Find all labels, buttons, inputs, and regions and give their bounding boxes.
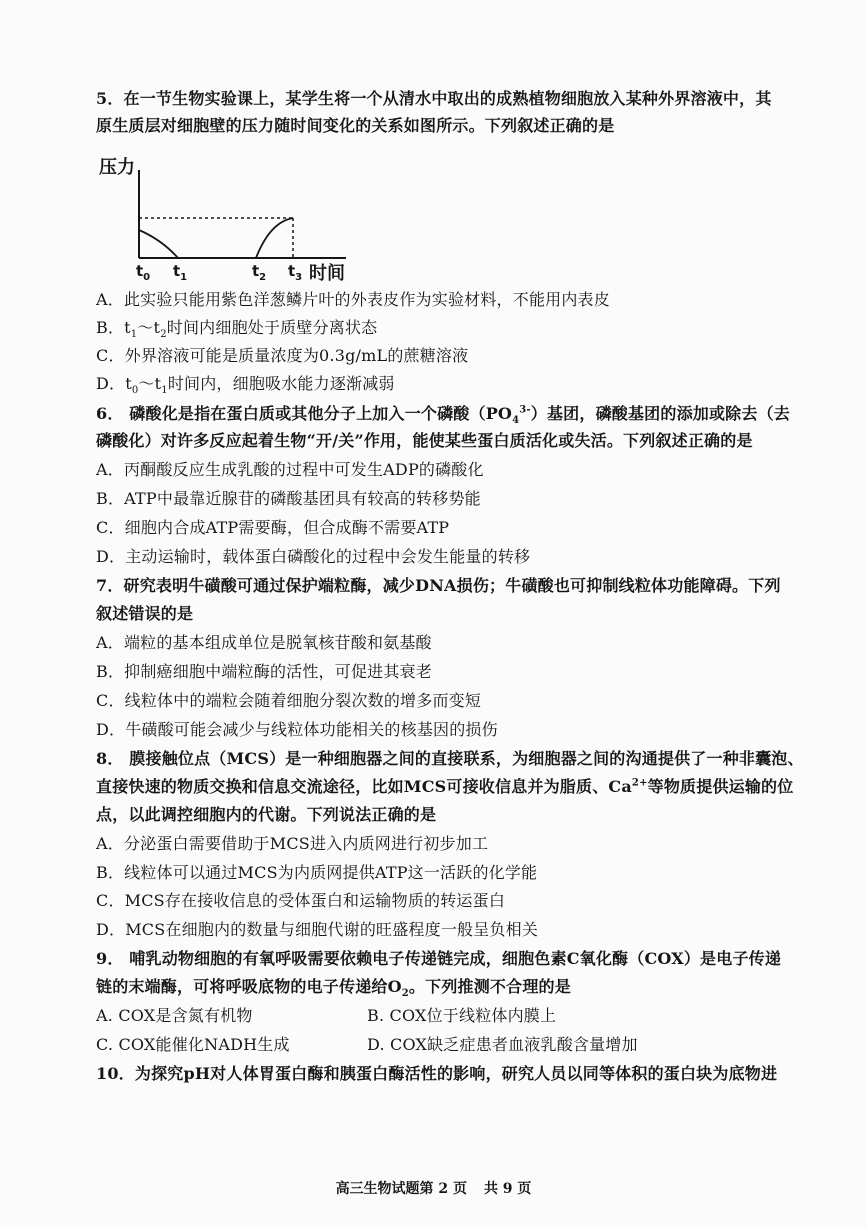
q6-stem-line1: 6． 磷酸化是指在蛋白质或其他分子上加入一个磷酸$(PO_4^{3-})$基团，磷酸基团的添加或除去（去 — [96, 404, 790, 427]
tick-t0: $t_0$ — [136, 262, 151, 283]
q7-option-b: B．抑制癌细胞中端粒酶的活性，可促进其衰老 — [96, 662, 432, 681]
q5-option-c: C．外界溶液可能是质量浓度为0.3g/mL的蔗糖溶液 — [96, 346, 469, 365]
q8-stem-line2: 直接快速的物质交换和信息交流途径，比如MCS可接收信息并为脂质、$Ca^{2+}$等物质提供运输的位 — [96, 777, 794, 796]
q9-option-c: C. COX能催化NADH生成 — [96, 1035, 290, 1054]
q10-stem-line1: 10．为探究pH对人体胃蛋白酶和胰蛋白酶活性的影响，研究人员以同等体积的蛋白块为底物进 — [96, 1064, 778, 1083]
q7-stem-line1: 7．研究表明牛磺酸可通过保护端粒酶，减少DNA损伤；牛磺酸也可抑制线粒体功能障碍。下列 — [96, 576, 781, 595]
q8-option-c: C．MCS存在接收信息的受体蛋白和运输物质的转运蛋白 — [96, 891, 506, 910]
page-footer — [0, 1179, 867, 1199]
graph-xlabel: 时间 — [309, 263, 345, 284]
q9-option-d: D. COX缺乏症患者血液乳酸含量增加 — [367, 1035, 638, 1054]
q8-option-a: A．分泌蛋白需要借助于MCS进入内质网进行初步加工 — [96, 834, 489, 853]
q9-option-a: A. COX是含氮有机物 — [96, 1006, 253, 1025]
q7-option-c: C．线粒体中的端粒会随着细胞分裂次数的增多而变短 — [96, 691, 482, 710]
q7-option-a: A．端粒的基本组成单位是脱氧核苷酸和氨基酸 — [96, 633, 432, 652]
q8-option-b: B．线粒体可以通过MCS为内质网提供ATP这一活跃的化学能 — [96, 863, 538, 882]
tick-t1: $t_1$ — [173, 262, 188, 283]
q5-option-b: B．$t_1\sim t_2$时间内细胞处于质壁分离状态 — [96, 318, 378, 341]
q9-stem-line2: 链的末端酶，可将呼吸底物的电子传递给$O_2$。下列推测不合理的是 — [96, 977, 571, 1000]
pressure-time-graph — [96, 148, 396, 284]
q9-option-b: B. COX位于线粒体内膜上 — [367, 1006, 557, 1025]
q5-option-d: D．$t_0\sim t_1$时间内，细胞吸水能力逐渐减弱 — [96, 374, 395, 397]
q5-stem-line1: 5．在一节生物实验课上，某学生将一个从清水中取出的成熟植物细胞放入某种外界溶液中，其 — [96, 89, 772, 108]
q8-option-d: D．MCS在细胞内的数量与细胞代谢的旺盛程度一般呈负相关 — [96, 920, 539, 939]
graph-curve-decrease — [139, 230, 178, 258]
footer-total-pages: 共 9 页 — [483, 1181, 532, 1197]
q5-option-a: A．此实验只能用紫色洋葱鳞片叶的外表皮作为实验材料，不能用内表皮 — [96, 290, 610, 309]
q6-option-b: B．ATP中最靠近腺苷的磷酸基团具有较高的转移势能 — [96, 489, 481, 508]
q8-stem-line1: 8． 膜接触位点（MCS）是一种细胞器之间的直接联系，为细胞器之间的沟通提供了一种非囊泡、 — [96, 749, 804, 768]
graph-curve-increase — [256, 218, 293, 258]
q8-stem-line3: 点，以此调控细胞内的代谢。下列说法正确的是 — [96, 805, 437, 824]
q6-option-c: C．细胞内合成ATP需要酶，但合成酶不需要ATP — [96, 518, 450, 537]
q9-stem-line1: 9． 哺乳动物细胞的有氧呼吸需要依赖电子传递链完成，细胞色素C氧化酶（COX）是电子传递 — [96, 949, 782, 968]
q7-option-d: D．牛磺酸可能会减少与线粒体功能相关的核基因的损伤 — [96, 720, 498, 739]
q6-option-d: D．主动运输时，载体蛋白磷酸化的过程中会发生能量的转移 — [96, 547, 531, 566]
tick-t3: $t_3$ — [288, 262, 303, 283]
tick-t2: $t_2$ — [252, 262, 267, 283]
footer-page-number: 高三生物试题第 2 页 — [335, 1181, 468, 1197]
q5-stem-line2: 原生质层对细胞壁的压力随时间变化的关系如图所示。下列叙述正确的是 — [96, 116, 615, 135]
q7-stem-line2: 叙述错误的是 — [96, 604, 194, 623]
q6-stem-line2: 磷酸化）对许多反应起着生物“开/关”作用，能使某些蛋白质活化或失活。下列叙述正确的是 — [96, 431, 753, 450]
graph-ylabel: 压力 — [99, 157, 135, 178]
q6-option-a: A．丙酮酸反应生成乳酸的过程中可发生ADP的磷酸化 — [96, 460, 484, 479]
